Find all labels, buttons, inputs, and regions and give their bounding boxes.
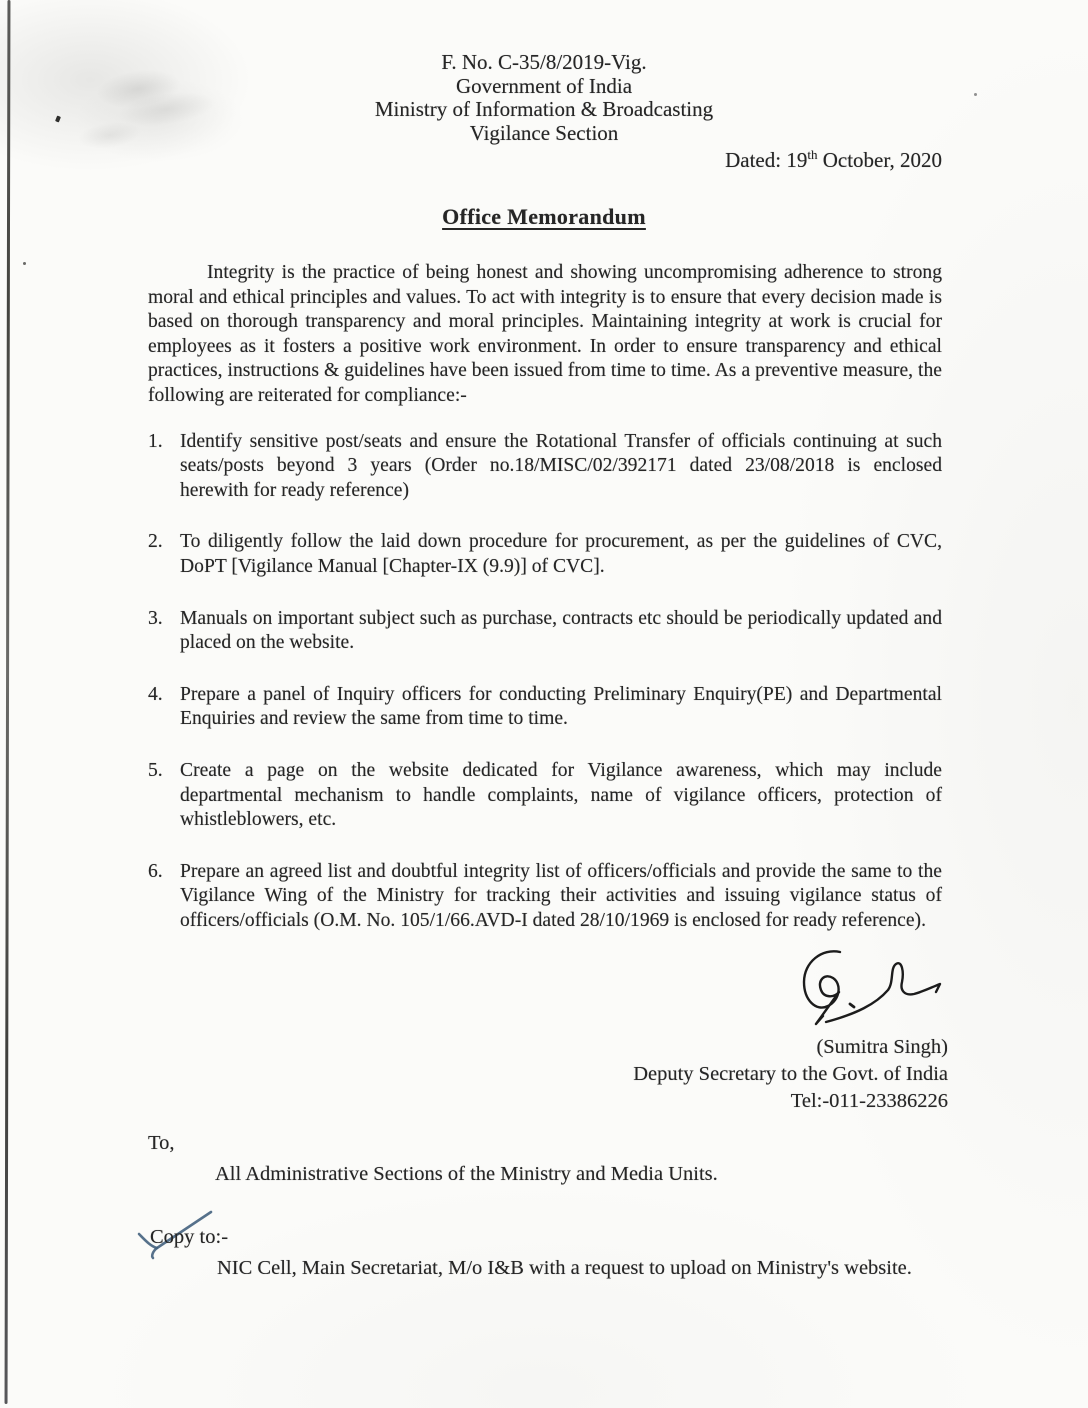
copy-block	[150, 1226, 970, 1280]
date-rest: October, 2020	[817, 148, 942, 172]
intro-paragraph: Integrity is the practice of being honest and showing uncompromising adherence to strong moral and ethical principles and values. To act with integrity is to ensure that every decision made is based on thorough transparency and moral principles. Maintaining integrity at work is crucial for employees as it fosters a positive work environment. In order to ensure transparency and ethical practices, instructions & guidelines have been issued from time to time. As a preventive measure, the following are reiterated for compliance:-	[148, 262, 942, 406]
memo-title: Office Memorandum	[442, 204, 646, 229]
scan-speck	[23, 262, 26, 265]
list-item-number: 2.	[148, 531, 163, 553]
date-line	[725, 148, 942, 173]
list-item-text: Identify sensitive post/seats and ensure the Rotational Transfer of officials continuing at such seats/posts beyond 3 years (Order no.18/MISC/02/392171 dated 23/08/2018 is enclosed herewith for ready reference)	[180, 430, 942, 501]
ministry-line: Ministry of Information & Broadcasting	[374, 97, 714, 122]
list-item-number: 6.	[148, 860, 163, 882]
government-line: Government of India	[455, 73, 633, 98]
list-item	[148, 430, 942, 504]
list-item-number: 4.	[148, 683, 163, 705]
section-line: Vigilance Section	[469, 120, 619, 145]
to-label: To,	[148, 1132, 175, 1154]
list-item	[148, 759, 942, 833]
memo-body	[148, 261, 942, 960]
copy-recipient: NIC Cell, Main Secretariat, M/o I&B with a request to upload on Ministry's website.	[217, 1257, 912, 1279]
list-item-text: Create a page on the website dedicated for Vigilance awareness, which may include departmental mechanism to handle complaints, name of vigilance officers, protection of whistleblowers, etc.	[180, 759, 942, 831]
list-item-number: 3.	[148, 607, 163, 629]
list-item-number: 1.	[148, 430, 163, 452]
memo-letterhead	[0, 51, 1088, 145]
list-item-text: Prepare an agreed list and doubtful integrity list of officers/officials and provide the same to the Vigilance Wing of the Ministry for tracking their activities and issuing vigilance status of officers/officials (O.M. No. 105/1/66.AVD-I dated 28/10/1969 is enclosed for ready reference).	[180, 860, 942, 931]
signature-block	[528, 946, 948, 1115]
list-item	[148, 607, 942, 656]
handwritten-signature	[792, 946, 944, 1032]
to-block	[148, 1132, 968, 1186]
list-item	[148, 530, 942, 579]
signatory-telephone: Tel:-011-23386226	[790, 1090, 948, 1112]
list-item-text: Prepare a panel of Inquiry officers for conducting Preliminary Enquiry(PE) and Departmental Enquiries and review the same from time to time.	[180, 683, 942, 730]
date-day: 19	[786, 148, 808, 172]
date-ordinal-suffix: th	[807, 147, 818, 162]
to-recipient: All Administrative Sections of the Ministry and Media Units.	[215, 1163, 718, 1185]
signatory-name: (Sumitra Singh)	[816, 1036, 948, 1058]
file-number: F. No. C-35/8/2019-Vig.	[441, 50, 647, 74]
list-item	[148, 683, 942, 732]
date-label: Dated:	[725, 148, 787, 172]
list-item-text: To diligently follow the laid down procedure for procurement, as per the guidelines of CVC, DoPT [Vigilance Manual [Chapter-IX (9.9)] of CVC].	[180, 531, 942, 577]
list-item	[148, 860, 942, 934]
list-item-text: Manuals on important subject such as purchase, contracts etc should be periodically updated and placed on the website.	[180, 607, 942, 654]
copy-label: Copy to:-	[150, 1226, 229, 1248]
signatory-designation: Deputy Secretary to the Govt. of India	[633, 1063, 948, 1085]
list-item-number: 5.	[148, 759, 163, 781]
